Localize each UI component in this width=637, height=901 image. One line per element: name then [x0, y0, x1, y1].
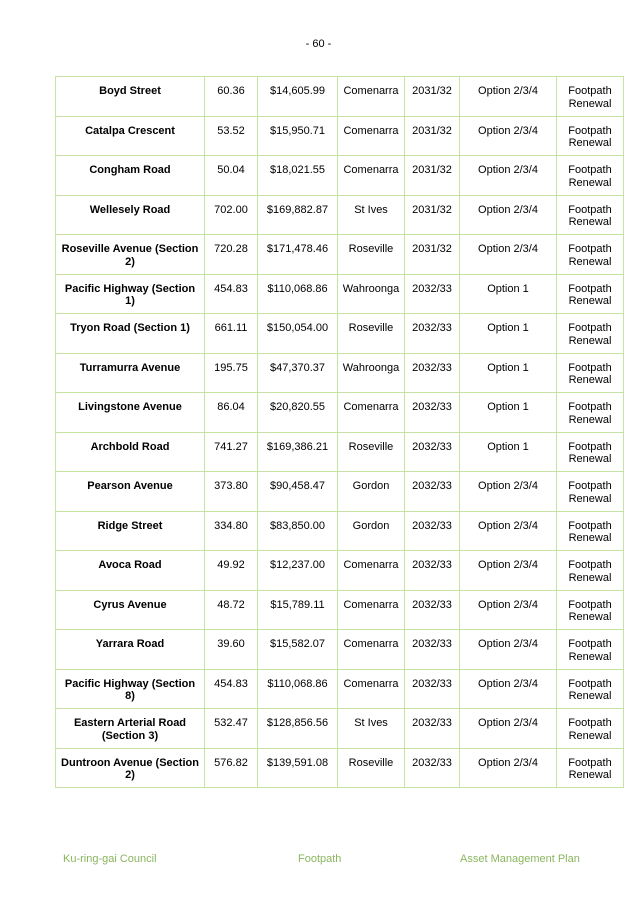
cell-cost: $169,882.87 [258, 195, 338, 235]
footer-document-title: Asset Management Plan [460, 853, 580, 865]
cell-option: Option 2/3/4 [460, 669, 557, 709]
table-row [56, 156, 624, 196]
cell-year: 2032/33 [405, 432, 460, 472]
cell-length: 86.04 [205, 393, 258, 433]
footer-section-name: Footpath [298, 853, 342, 865]
cell-length: 373.80 [205, 472, 258, 512]
cell-suburb: Comenarra [338, 630, 405, 670]
cell-treatment: Footpath Renewal [557, 669, 624, 709]
cell-road-name: Congham Road [56, 156, 205, 196]
cell-cost: $90,458.47 [258, 472, 338, 512]
cell-treatment: Footpath Renewal [557, 393, 624, 433]
cell-suburb: Roseville [338, 432, 405, 472]
cell-road-name: Boyd Street [56, 77, 205, 117]
cell-length: 49.92 [205, 551, 258, 591]
cell-length: 661.11 [205, 314, 258, 354]
cell-option: Option 1 [460, 314, 557, 354]
table-row [56, 274, 624, 314]
cell-cost: $47,370.37 [258, 353, 338, 393]
cell-cost: $18,021.55 [258, 156, 338, 196]
cell-cost: $171,478.46 [258, 235, 338, 275]
cell-suburb: Comenarra [338, 156, 405, 196]
cell-length: 195.75 [205, 353, 258, 393]
table-row [56, 116, 624, 156]
cell-road-name: Yarrara Road [56, 630, 205, 670]
cell-year: 2032/33 [405, 393, 460, 433]
cell-treatment: Footpath Renewal [557, 195, 624, 235]
cell-year: 2031/32 [405, 235, 460, 275]
cell-option: Option 2/3/4 [460, 235, 557, 275]
cell-suburb: Comenarra [338, 590, 405, 630]
cell-length: 53.52 [205, 116, 258, 156]
cell-year: 2032/33 [405, 630, 460, 670]
cell-cost: $20,820.55 [258, 393, 338, 433]
cell-treatment: Footpath Renewal [557, 630, 624, 670]
cell-treatment: Footpath Renewal [557, 116, 624, 156]
cell-length: 39.60 [205, 630, 258, 670]
cell-year: 2032/33 [405, 748, 460, 788]
cell-cost: $110,068.86 [258, 669, 338, 709]
cell-year: 2032/33 [405, 709, 460, 749]
cell-treatment: Footpath Renewal [557, 551, 624, 591]
table-row [56, 590, 624, 630]
cell-road-name: Archbold Road [56, 432, 205, 472]
cell-cost: $139,591.08 [258, 748, 338, 788]
cell-treatment: Footpath Renewal [557, 156, 624, 196]
cell-cost: $150,054.00 [258, 314, 338, 354]
cell-road-name: Livingstone Avenue [56, 393, 205, 433]
cell-cost: $12,237.00 [258, 551, 338, 591]
cell-option: Option 2/3/4 [460, 748, 557, 788]
cell-year: 2031/32 [405, 116, 460, 156]
page-number: - 60 - [305, 38, 332, 50]
cell-road-name: Avoca Road [56, 551, 205, 591]
table-row [56, 709, 624, 749]
cell-treatment: Footpath Renewal [557, 472, 624, 512]
cell-suburb: Gordon [338, 511, 405, 551]
table-row [56, 472, 624, 512]
cell-length: 741.27 [205, 432, 258, 472]
table-body [56, 77, 624, 788]
cell-suburb: Comenarra [338, 393, 405, 433]
cell-road-name: Pacific Highway (Section 8) [56, 669, 205, 709]
cell-suburb: Comenarra [338, 77, 405, 117]
cell-treatment: Footpath Renewal [557, 314, 624, 354]
cell-treatment: Footpath Renewal [557, 274, 624, 314]
cell-option: Option 2/3/4 [460, 195, 557, 235]
cell-option: Option 1 [460, 274, 557, 314]
cell-year: 2031/32 [405, 195, 460, 235]
cell-option: Option 1 [460, 432, 557, 472]
cell-treatment: Footpath Renewal [557, 590, 624, 630]
cell-road-name: Tryon Road (Section 1) [56, 314, 205, 354]
cell-length: 334.80 [205, 511, 258, 551]
cell-length: 60.36 [205, 77, 258, 117]
cell-treatment: Footpath Renewal [557, 432, 624, 472]
cell-option: Option 2/3/4 [460, 156, 557, 196]
cell-road-name: Ridge Street [56, 511, 205, 551]
cell-year: 2031/32 [405, 156, 460, 196]
cell-cost: $15,582.07 [258, 630, 338, 670]
cell-suburb: Roseville [338, 748, 405, 788]
cell-road-name: Cyrus Avenue [56, 590, 205, 630]
cell-cost: $15,950.71 [258, 116, 338, 156]
cell-option: Option 2/3/4 [460, 709, 557, 749]
cell-length: 702.00 [205, 195, 258, 235]
cell-cost: $169,386.21 [258, 432, 338, 472]
cell-suburb: Comenarra [338, 116, 405, 156]
cell-option: Option 2/3/4 [460, 472, 557, 512]
cell-suburb: Roseville [338, 235, 405, 275]
cell-cost: $110,068.86 [258, 274, 338, 314]
cell-option: Option 1 [460, 393, 557, 433]
table-row [56, 393, 624, 433]
cell-road-name: Eastern Arterial Road (Section 3) [56, 709, 205, 749]
cell-road-name: Pacific Highway (Section 1) [56, 274, 205, 314]
cell-option: Option 2/3/4 [460, 511, 557, 551]
cell-treatment: Footpath Renewal [557, 511, 624, 551]
cell-suburb: Gordon [338, 472, 405, 512]
cell-suburb: Comenarra [338, 551, 405, 591]
cell-cost: $128,856.56 [258, 709, 338, 749]
cell-year: 2032/33 [405, 590, 460, 630]
table-row [56, 353, 624, 393]
cell-year: 2032/33 [405, 472, 460, 512]
cell-suburb: St Ives [338, 195, 405, 235]
cell-length: 576.82 [205, 748, 258, 788]
table-row [56, 77, 624, 117]
cell-option: Option 1 [460, 353, 557, 393]
cell-treatment: Footpath Renewal [557, 353, 624, 393]
cell-year: 2032/33 [405, 511, 460, 551]
cell-suburb: Roseville [338, 314, 405, 354]
cell-option: Option 2/3/4 [460, 551, 557, 591]
cell-length: 720.28 [205, 235, 258, 275]
cell-treatment: Footpath Renewal [557, 77, 624, 117]
cell-road-name: Turramurra Avenue [56, 353, 205, 393]
cell-year: 2032/33 [405, 314, 460, 354]
cell-year: 2032/33 [405, 274, 460, 314]
cell-length: 532.47 [205, 709, 258, 749]
cell-cost: $83,850.00 [258, 511, 338, 551]
cell-treatment: Footpath Renewal [557, 748, 624, 788]
cell-treatment: Footpath Renewal [557, 709, 624, 749]
cell-road-name: Duntroon Avenue (Section 2) [56, 748, 205, 788]
cell-suburb: Wahroonga [338, 353, 405, 393]
cell-length: 48.72 [205, 590, 258, 630]
table-row [56, 630, 624, 670]
footer-council-name: Ku-ring-gai Council [63, 853, 157, 865]
cell-length: 454.83 [205, 669, 258, 709]
cell-year: 2031/32 [405, 77, 460, 117]
cell-option: Option 2/3/4 [460, 77, 557, 117]
table-row [56, 314, 624, 354]
cell-option: Option 2/3/4 [460, 630, 557, 670]
cell-suburb: Comenarra [338, 669, 405, 709]
cell-length: 454.83 [205, 274, 258, 314]
cell-option: Option 2/3/4 [460, 590, 557, 630]
table-row [56, 551, 624, 591]
table-row [56, 195, 624, 235]
cell-year: 2032/33 [405, 669, 460, 709]
footpath-renewal-table [55, 76, 624, 788]
cell-suburb: Wahroonga [338, 274, 405, 314]
cell-road-name: Roseville Avenue (Section 2) [56, 235, 205, 275]
table-row [56, 669, 624, 709]
cell-road-name: Wellesely Road [56, 195, 205, 235]
table-row [56, 511, 624, 551]
cell-road-name: Pearson Avenue [56, 472, 205, 512]
cell-cost: $14,605.99 [258, 77, 338, 117]
cell-road-name: Catalpa Crescent [56, 116, 205, 156]
cell-cost: $15,789.11 [258, 590, 338, 630]
table-row [56, 748, 624, 788]
cell-length: 50.04 [205, 156, 258, 196]
cell-treatment: Footpath Renewal [557, 235, 624, 275]
cell-year: 2032/33 [405, 551, 460, 591]
table-row [56, 235, 624, 275]
table-row [56, 432, 624, 472]
cell-year: 2032/33 [405, 353, 460, 393]
cell-suburb: St Ives [338, 709, 405, 749]
cell-option: Option 2/3/4 [460, 116, 557, 156]
